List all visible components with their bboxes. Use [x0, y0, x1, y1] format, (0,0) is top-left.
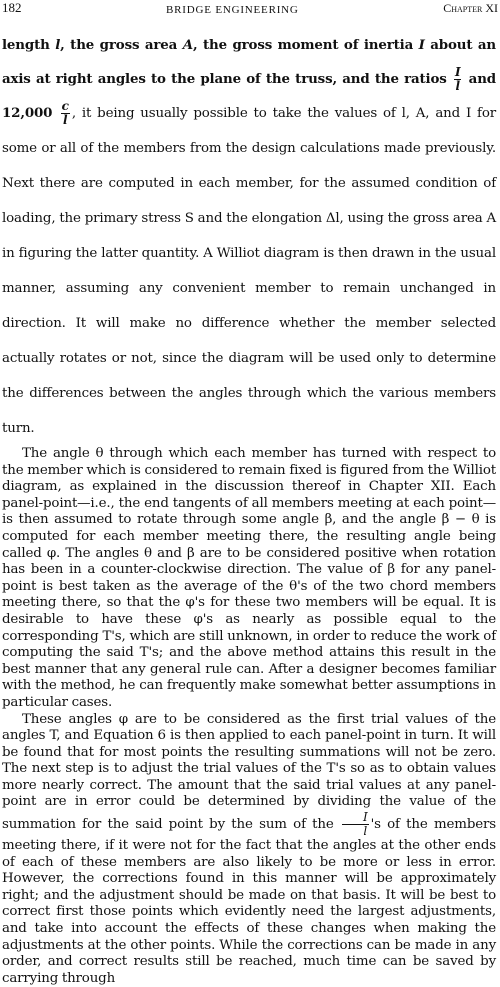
text-run: about an axis at right angles to the plane of the truss, and the ratios — [2, 37, 496, 87]
text-run: , the gross moment of inertia — [193, 37, 419, 53]
fraction-denominator: l — [63, 113, 67, 127]
page-body — [2, 28, 496, 987]
chapter-label: Chapter XI — [443, 0, 498, 16]
fraction-numerator: I — [455, 65, 460, 79]
paragraph-2: The angle θ through which each member has turned with respect to the member which is considered to remain fixed is figured from the Williot diagram, as explained in the discussion thereof in Chapter XII. Each panel-point—i.e., the end tangents of all members meeting at each point—is then assumed to rotate through some angle β, and the angle β − θ is computed for each member meeting there, the resulting angle being called φ. The angles θ and β are to be considered positive when rotation has been in a counter-clockwise direction. The value of β for any panel-point is best taken as the average of the θ's of the two chord members meeting there, so that the φ's for these two members will be equal. It is desirable to have these φ's as nearly as possible equal to the corresponding T's, which are still unknown, in order to reduce the work of computing the said T's; and the above method attains this result in the best manner that any general rule can. After a designer becomes familiar with the method, he can frequently make somewhat better assumptions in particular cases. — [2, 446, 496, 712]
text-run: These angles φ are to be considered as the first trial values of the angles T, and Equation 6 is then applied to each panel-point in turn. It will be found that for most points the resulting summations will not be zero. The next step is to adjust the trial values of the T's so as to obtain values more nearly correct. The amount that the said trial values at any panel-point are in error could be determined by dividing the value of the summation for the said point by the sum of the — [2, 712, 496, 833]
fraction-I-over-l-sum — [342, 811, 369, 838]
paragraph-1 — [2, 28, 496, 446]
fraction-denominator: l — [363, 824, 367, 838]
fraction-denominator: l — [455, 79, 459, 93]
paragraph-3 — [2, 712, 496, 987]
text-run: , the gross area — [60, 37, 183, 53]
fraction-numerator: I — [363, 810, 368, 824]
book-title: BRIDGE ENGINEERING — [166, 0, 299, 18]
text-run: 's of the members meeting there, if it were not for the fact that the angles at the other ends of each of these members are also likely to be more or less in error. However, the corrections found in this manner will be approximately right; and the adjustment should be made on that basis. It will be best to correct first those points which evidently need the largest adjustments, and take into account the effects of these changes when making the adjustments at the other points. While the corrections can be made in any order, and correct results still be reached, much time can be saved by carrying through — [2, 817, 496, 986]
running-header — [2, 0, 498, 18]
symbol-I: I — [419, 37, 425, 53]
fraction-I-over-l — [454, 66, 461, 93]
text-run: length — [2, 37, 55, 53]
symbol-A: A — [183, 37, 193, 53]
text-run: , it being usually possible to take the values of l, A, and I for some or all of the members from the design calculations made previously. Next there are computed in each member, for the assumed condition of loading, the primary stress S and the elongation Δl, using the gross area A in figuring the latter quantity. A Williot diagram is then drawn in the usual manner, assuming any convenient member to remain unchanged in direction. It will make no difference whether the member selected actually rotates or not, since the diagram will be used only to determine the differences between the angles through which the various members turn. — [2, 106, 496, 436]
fraction-c-over-l — [61, 100, 70, 127]
text-run: and 12,000 — [2, 71, 496, 121]
page-number: 182 — [2, 0, 22, 16]
fraction-numerator: c — [62, 99, 69, 113]
symbol-l: l — [55, 37, 60, 53]
